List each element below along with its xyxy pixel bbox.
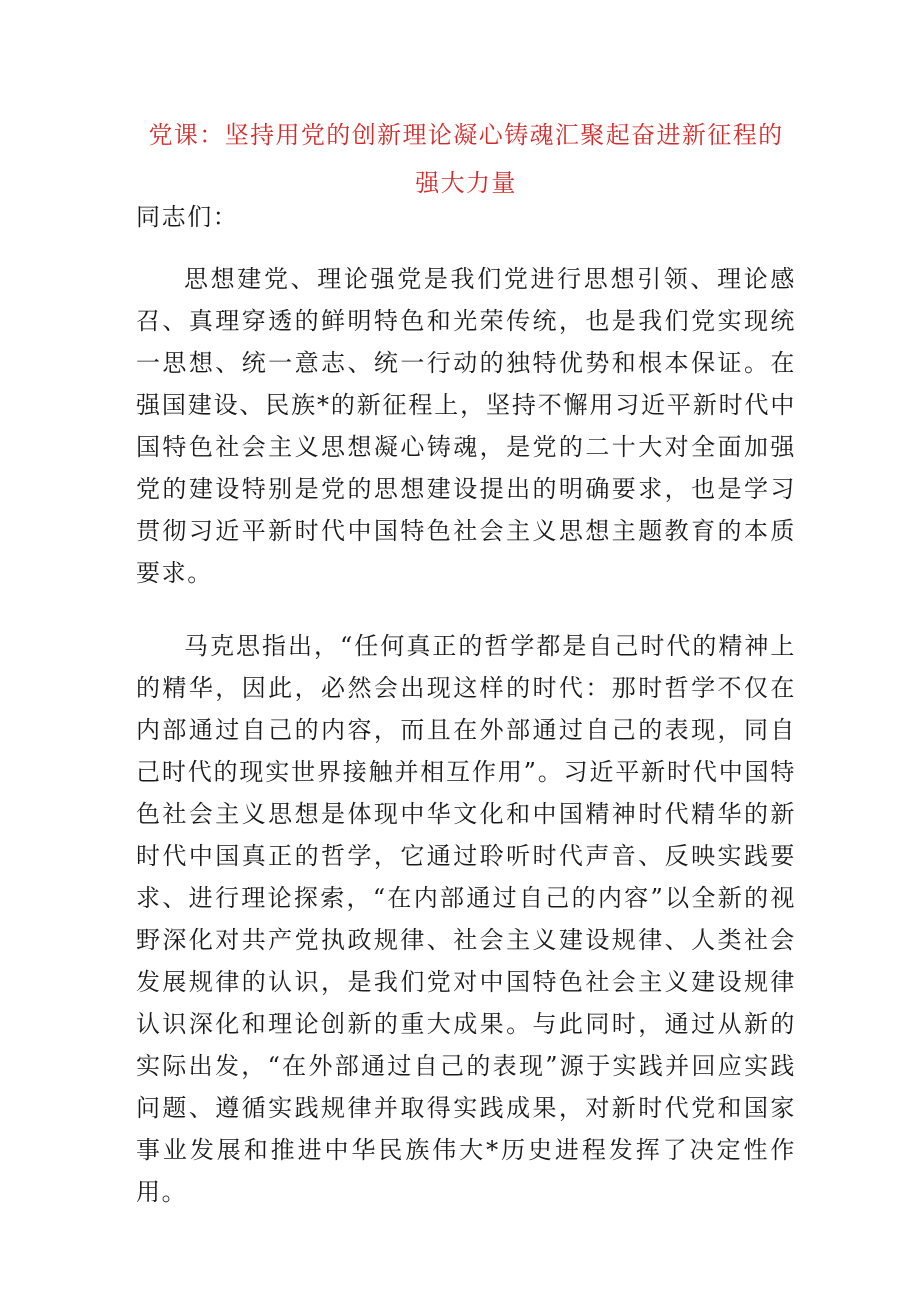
paragraph-2: 马克思指出，“任何真正的哲学都是自己时代的精神上的精华，因此，必然会出现这样的时代：那时哲学不仅在内部通过自己的内容，而且在外部通过自己的表现，同自己时代的现实世界接触并相互作用”。习近平新时代中国特色社会主义思想是体现中华文化和中国精神时代精华的新时代中国真正的哲学，它通过聆听时代声音、反映实践要求、进行理论探索，“在内部通过自己的内容”以全新的视野深化对共产党执政规律、社会主义建设规律、人类社会发展规律的认识，是我们党对中国特色社会主义建设规律认识深化和理论创新的重大成果。与此同时，通过从新的实际出发，“在外部通过自己的表现”源于实践并回应实践问题、遵循实践规律并取得实践成果，对新时代党和国家事业发展和推进中华民族伟大*历史进程发挥了决定性作用。: [136, 632, 796, 1206]
paragraph-1: 思想建党、理论强党是我们党进行思想引领、理论感召、真理穿透的鲜明特色和光荣传统，也是我们党实现统一思想、统一意志、统一行动的独特优势和根本保证。在强国建设、民族*的新征程上，坚持不懈用习近平新时代中国特色社会主义思想凝心铸魂，是党的二十大对全面加强党的建设特别是党的思想建设提出的明确要求，也是学习贯彻习近平新时代中国特色社会主义思想主题教育的本质要求。: [136, 265, 796, 587]
document-title: 党课：坚持用党的创新理论凝心铸魂汇聚起奋进新征程的强大力量: [148, 121, 784, 197]
salutation: 同志们：: [136, 203, 239, 231]
